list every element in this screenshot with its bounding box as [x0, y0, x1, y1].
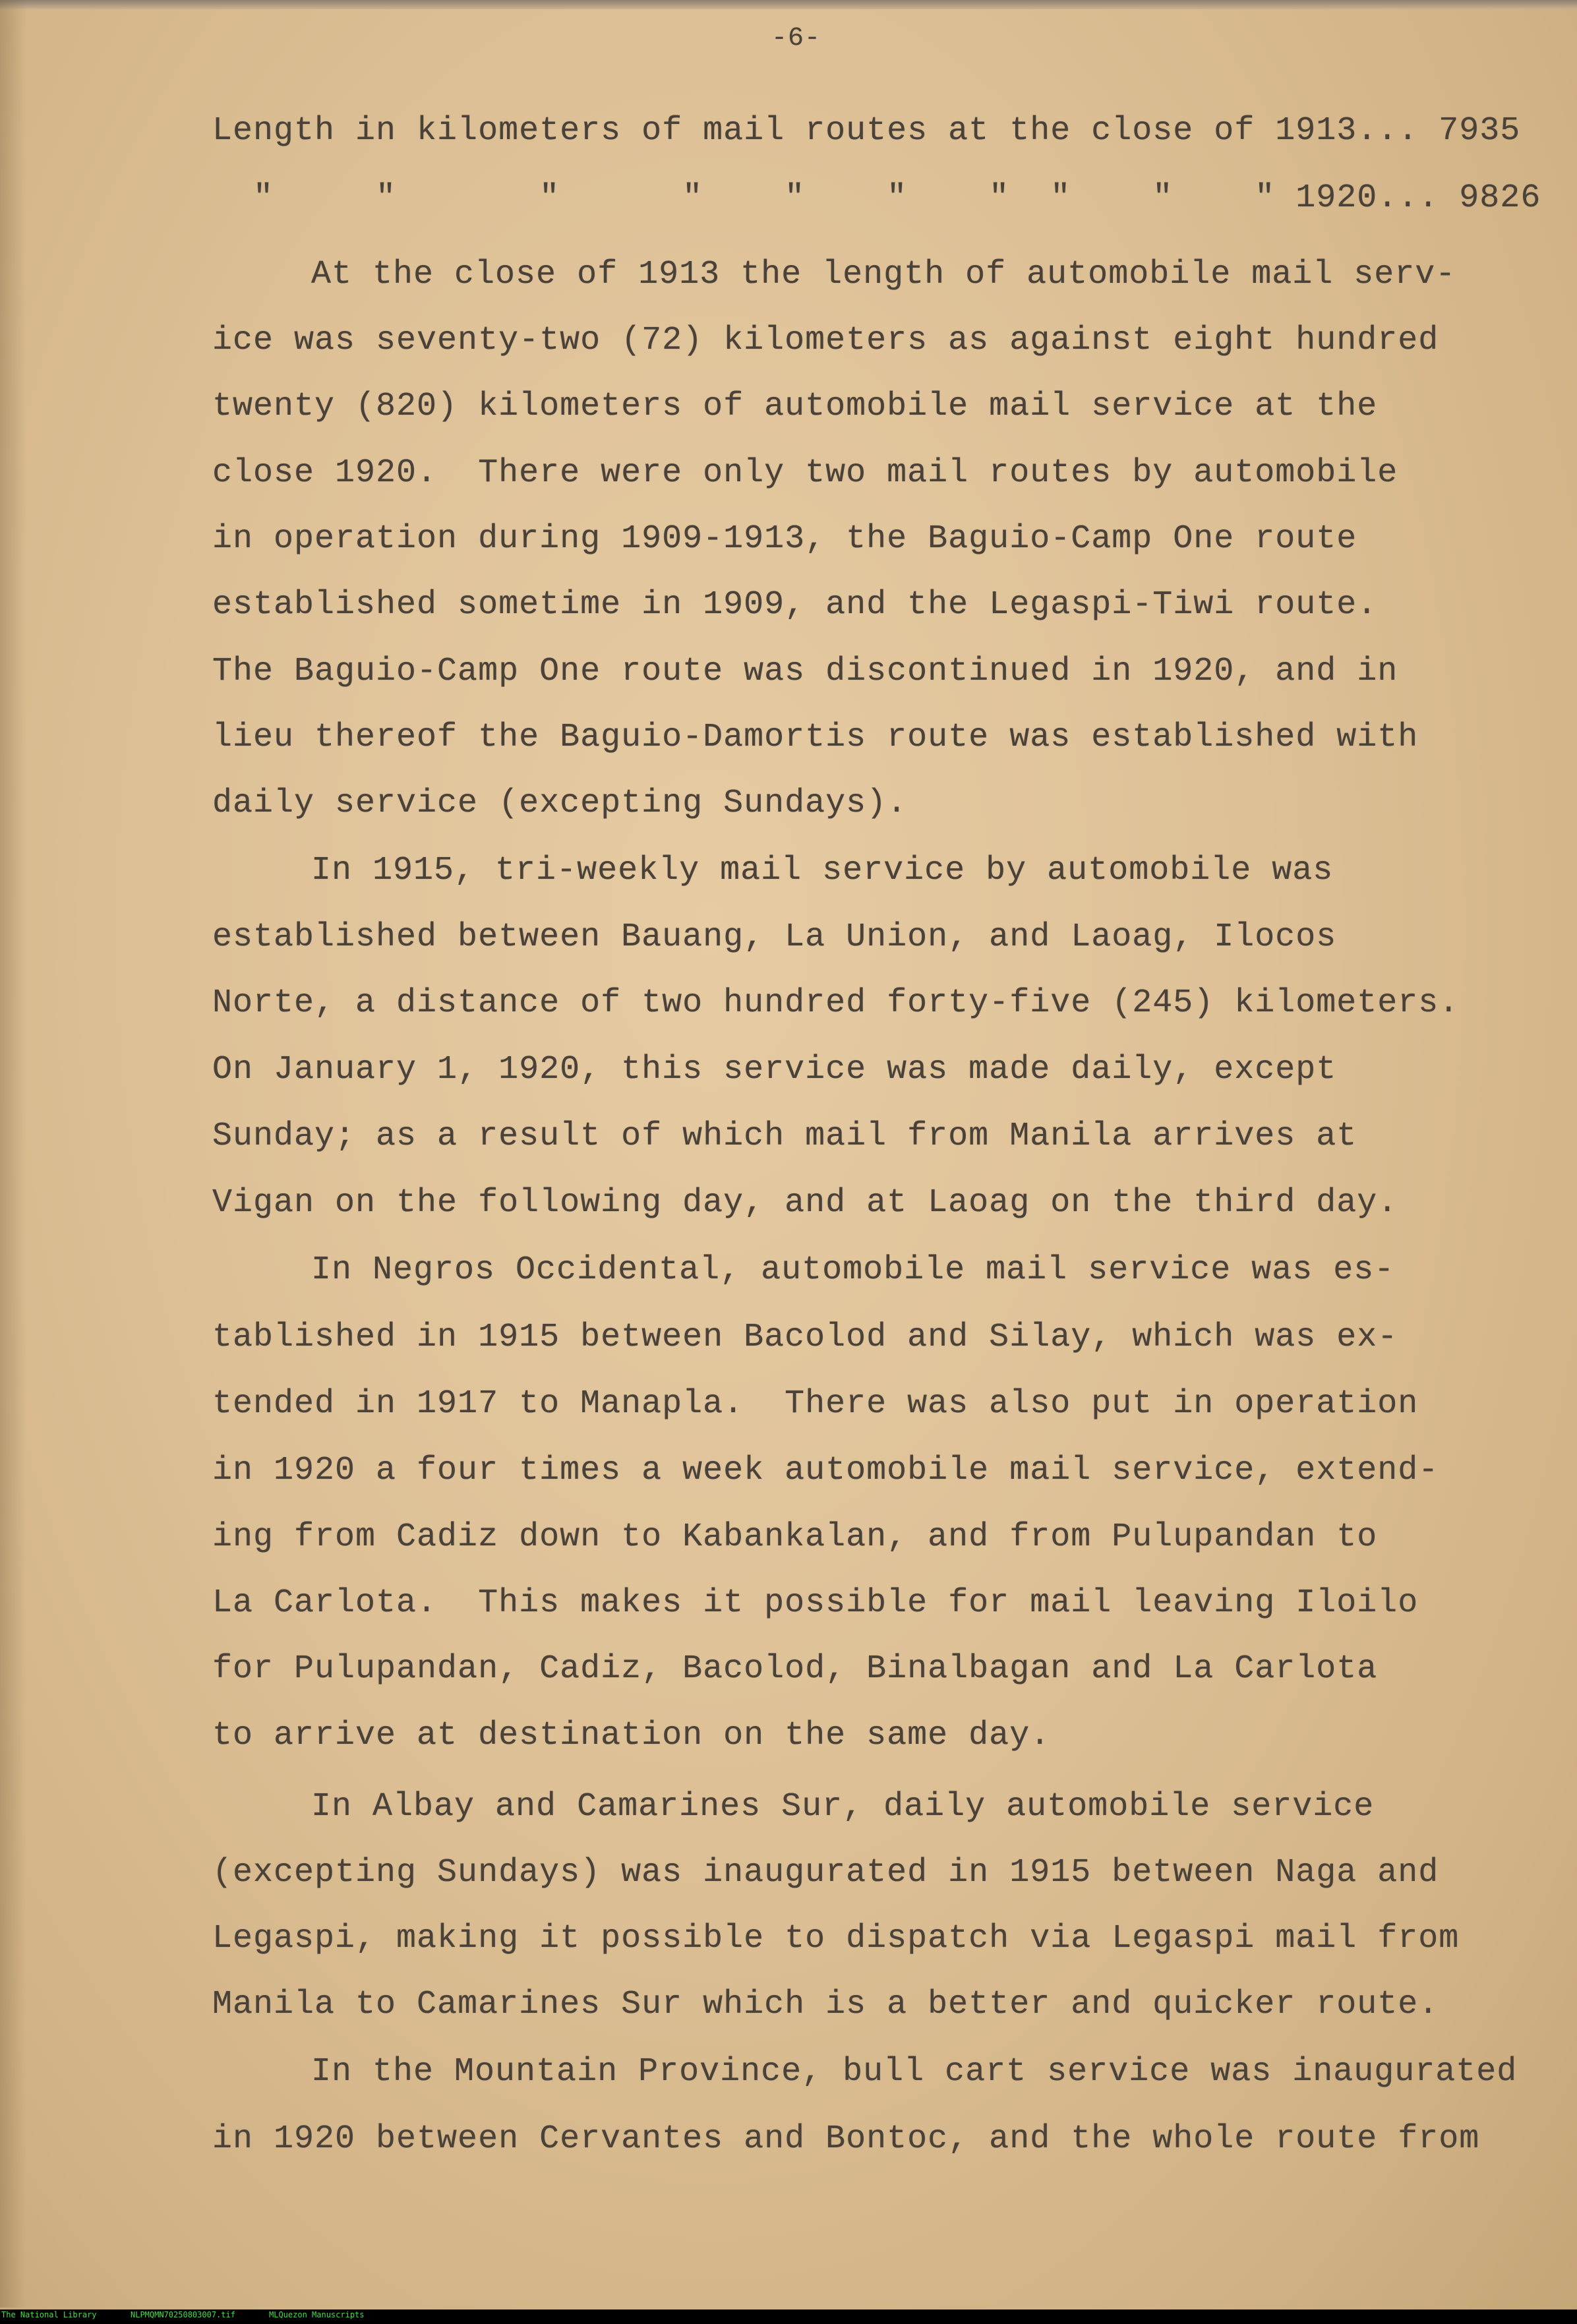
paragraph-3-line-8: to arrive at destination on the same day. [212, 1717, 1051, 1754]
paragraph-5-line-2: in 1920 between Cervantes and Bontoc, and the whole route from [212, 2120, 1480, 2158]
footer-file-id: NLPMQMN70250803007.tif [131, 2310, 235, 2319]
archive-footer-bar [0, 2309, 1577, 2324]
paragraph-1-line-2: ice was seventy-two (72) kilometers as against eight hundred [212, 322, 1439, 359]
paragraph-1-line-1: At the close of 1913 the length of automobile mail serv- [311, 256, 1456, 293]
paragraph-2-line-3: Norte, a distance of two hundred forty-five (245) kilometers. [212, 984, 1460, 1022]
paragraph-1-line-5: in operation during 1909-1913, the Baguio-Camp One route [212, 520, 1357, 558]
paragraph-1-line-6: established sometime in 1909, and the Legaspi-Tiwi route. [212, 586, 1378, 624]
paragraph-1-line-9: daily service (excepting Sundays). [212, 785, 908, 822]
paragraph-2-line-5: Sunday; as a result of which mail from Manila arrives at [212, 1117, 1357, 1155]
paragraph-2-line-4: On January 1, 1920, this service was made daily, except [212, 1051, 1337, 1088]
paragraph-3-line-7: for Pulupandan, Cadiz, Bacolod, Binalbagan and La Carlota [212, 1650, 1378, 1688]
paragraph-4-line-2: (excepting Sundays) was inaugurated in 1915 between Naga and [212, 1854, 1439, 1892]
paragraph-3-line-5: ing from Cadiz down to Kabankalan, and from Pulupandan to [212, 1518, 1378, 1556]
page-number: -6- [771, 24, 821, 53]
paragraph-3-line-6: La Carlota. This makes it possible for mail leaving Iloilo [212, 1584, 1419, 1622]
paragraph-1-line-4: close 1920. There were only two mail routes by automobile [212, 454, 1398, 492]
paragraph-2-line-6: Vigan on the following day, and at Laoag on the third day. [212, 1184, 1398, 1222]
paragraph-5-line-1: In the Mountain Province, bull cart service was inaugurated [311, 2053, 1518, 2091]
paragraph-3-line-3: tended in 1917 to Manapla. There was also put in operation [212, 1385, 1419, 1423]
paragraph-3-line-4: in 1920 a four times a week automobile mail service, extend- [212, 1452, 1439, 1489]
paragraph-1-line-3: twenty (820) kilometers of automobile mail service at the [212, 388, 1378, 425]
paragraph-2-line-1: In 1915, tri-weekly mail service by automobile was [311, 852, 1334, 889]
footer-library-name: The National Library [1, 2310, 97, 2319]
paragraph-4-line-4: Manila to Camarines Sur which is a better and quicker route. [212, 1986, 1439, 2023]
paragraph-4-line-3: Legaspi, making it possible to dispatch via Legaspi mail from [212, 1920, 1460, 1957]
route-table-row-1913: Length in kilometers of mail routes at the close of 1913... 7935 [212, 112, 1521, 150]
paragraph-4-line-1: In Albay and Camarines Sur, daily automobile service [311, 1788, 1375, 1826]
paragraph-2-line-2: established between Bauang, La Union, and Laoag, Ilocos [212, 918, 1337, 956]
page-left-shadow [0, 0, 26, 2308]
paragraph-3-line-1: In Negros Occidental, automobile mail service was es- [311, 1251, 1395, 1289]
paragraph-1-line-8: lieu thereof the Baguio-Damortis route was established with [212, 719, 1419, 756]
footer-collection-name: MLQuezon Manuscripts [269, 2310, 365, 2319]
paragraph-3-line-2: tablished in 1915 between Bacolod and Silay, which was ex- [212, 1319, 1398, 1356]
paragraph-1-line-7: The Baguio-Camp One route was discontinued in 1920, and in [212, 653, 1398, 690]
page-top-edge [0, 0, 1577, 9]
route-table-row-1920: " " " " " " " " " " 1920... 9826 [212, 179, 1541, 217]
